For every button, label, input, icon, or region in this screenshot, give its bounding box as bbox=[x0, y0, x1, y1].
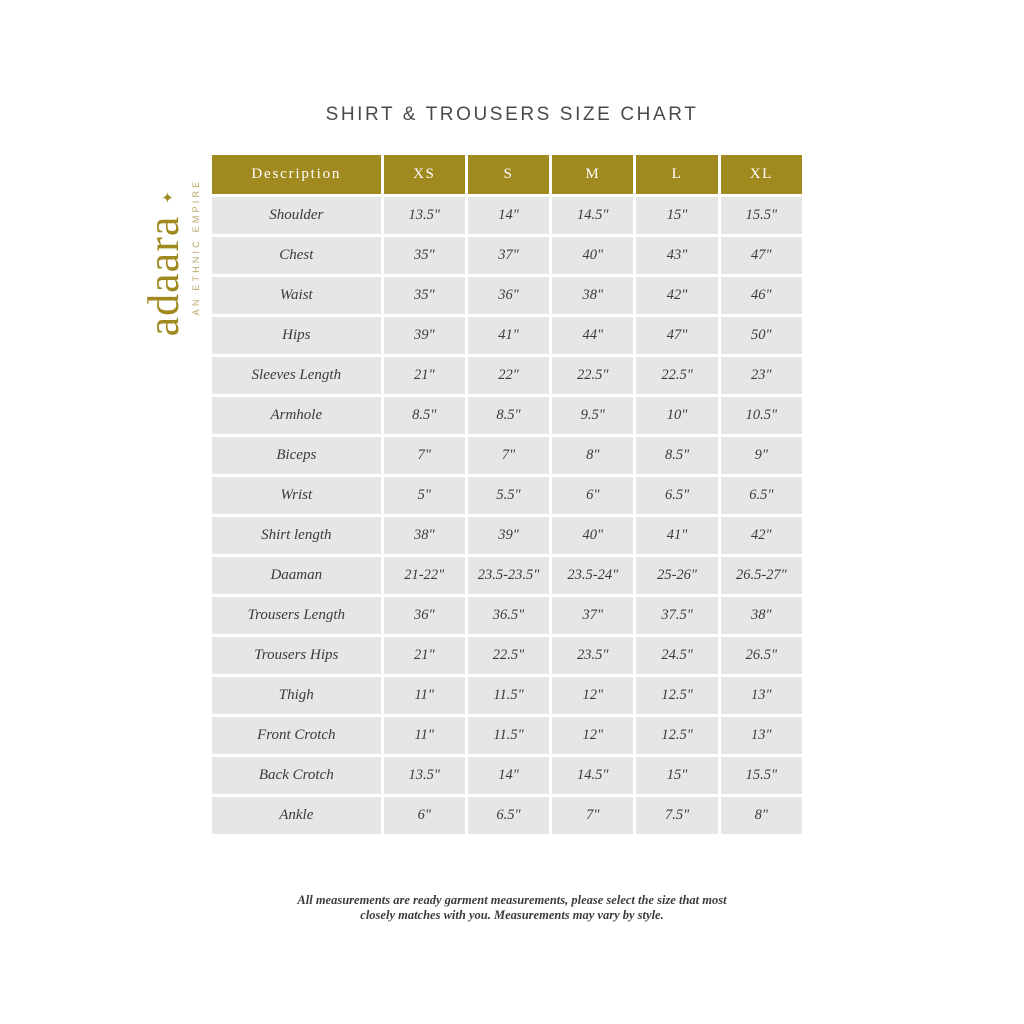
cell-xs: 35" bbox=[384, 277, 465, 314]
cell-xl: 6.5" bbox=[721, 477, 802, 514]
cell-xs: 38" bbox=[384, 517, 465, 554]
cell-s: 41" bbox=[468, 317, 549, 354]
cell-xl: 13" bbox=[721, 717, 802, 754]
cell-l: 12.5" bbox=[636, 677, 717, 714]
cell-xl: 9" bbox=[721, 437, 802, 474]
column-header-xs: XS bbox=[384, 155, 465, 194]
cell-m: 7" bbox=[552, 797, 633, 834]
cell-xs: 13.5" bbox=[384, 197, 465, 234]
row-label: Wrist bbox=[212, 477, 381, 514]
table-row bbox=[212, 357, 802, 394]
cell-m: 40" bbox=[552, 517, 633, 554]
row-label: Shoulder bbox=[212, 197, 381, 234]
cell-xl: 23" bbox=[721, 357, 802, 394]
cell-m: 8" bbox=[552, 437, 633, 474]
column-header-description: Description bbox=[212, 155, 381, 194]
cell-m: 12" bbox=[552, 717, 633, 754]
cell-s: 6.5" bbox=[468, 797, 549, 834]
row-label: Daaman bbox=[212, 557, 381, 594]
cell-xl: 46" bbox=[721, 277, 802, 314]
cell-l: 41" bbox=[636, 517, 717, 554]
size-chart-table bbox=[209, 152, 805, 837]
table-header-row bbox=[212, 155, 802, 194]
cell-m: 40" bbox=[552, 237, 633, 274]
table-row bbox=[212, 757, 802, 794]
cell-l: 15" bbox=[636, 757, 717, 794]
table-row bbox=[212, 517, 802, 554]
cell-xs: 36" bbox=[384, 597, 465, 634]
cell-l: 10" bbox=[636, 397, 717, 434]
row-label: Chest bbox=[212, 237, 381, 274]
table-header bbox=[212, 155, 802, 194]
cell-l: 15" bbox=[636, 197, 717, 234]
row-label: Thigh bbox=[212, 677, 381, 714]
table-row bbox=[212, 437, 802, 474]
cell-xs: 21" bbox=[384, 357, 465, 394]
page-title: SHIRT & TROUSERS SIZE CHART bbox=[325, 104, 699, 125]
cell-s: 11.5" bbox=[468, 717, 549, 754]
footnote bbox=[0, 893, 1024, 923]
table-row bbox=[212, 397, 802, 434]
table-row bbox=[212, 477, 802, 514]
cell-xs: 7" bbox=[384, 437, 465, 474]
table-row bbox=[212, 317, 802, 354]
cell-xs: 13.5" bbox=[384, 757, 465, 794]
size-chart-table-wrapper bbox=[209, 152, 805, 837]
cell-m: 14.5" bbox=[552, 757, 633, 794]
cell-l: 25-26" bbox=[636, 557, 717, 594]
cell-xs: 21-22" bbox=[384, 557, 465, 594]
row-label: Front Crotch bbox=[212, 717, 381, 754]
table-row bbox=[212, 797, 802, 834]
cell-m: 12" bbox=[552, 677, 633, 714]
row-label: Hips bbox=[212, 317, 381, 354]
cell-l: 47" bbox=[636, 317, 717, 354]
table-row bbox=[212, 597, 802, 634]
row-label: Trousers Length bbox=[212, 597, 381, 634]
table-row bbox=[212, 277, 802, 314]
table-row bbox=[212, 197, 802, 234]
row-label: Ankle bbox=[212, 797, 381, 834]
cell-m: 44" bbox=[552, 317, 633, 354]
brand-logo bbox=[118, 176, 204, 376]
table-row bbox=[212, 637, 802, 674]
row-label: Armhole bbox=[212, 397, 381, 434]
cell-s: 5.5" bbox=[468, 477, 549, 514]
cell-s: 36.5" bbox=[468, 597, 549, 634]
cell-xs: 21" bbox=[384, 637, 465, 674]
footnote-line-1: All measurements are ready garment measurements, please select the size that most bbox=[297, 893, 727, 907]
cell-xs: 11" bbox=[384, 677, 465, 714]
cell-s: 23.5-23.5" bbox=[468, 557, 549, 594]
cell-l: 8.5" bbox=[636, 437, 717, 474]
cell-l: 43" bbox=[636, 237, 717, 274]
cell-xl: 50" bbox=[721, 317, 802, 354]
cell-m: 6" bbox=[552, 477, 633, 514]
cell-s: 8.5" bbox=[468, 397, 549, 434]
table-row bbox=[212, 677, 802, 714]
cell-xl: 15.5" bbox=[721, 757, 802, 794]
cell-xl: 47" bbox=[721, 237, 802, 274]
cell-m: 9.5" bbox=[552, 397, 633, 434]
row-label: Sleeves Length bbox=[212, 357, 381, 394]
cell-s: 37" bbox=[468, 237, 549, 274]
cell-xl: 26.5-27" bbox=[721, 557, 802, 594]
cell-xs: 6" bbox=[384, 797, 465, 834]
cell-xs: 8.5" bbox=[384, 397, 465, 434]
table-row bbox=[212, 717, 802, 754]
cell-m: 23.5" bbox=[552, 637, 633, 674]
row-label: Trousers Hips bbox=[212, 637, 381, 674]
row-label: Biceps bbox=[212, 437, 381, 474]
column-header-l: L bbox=[636, 155, 717, 194]
cell-m: 23.5-24" bbox=[552, 557, 633, 594]
table-row bbox=[212, 557, 802, 594]
cell-m: 37" bbox=[552, 597, 633, 634]
column-header-m: M bbox=[552, 155, 633, 194]
cell-s: 22" bbox=[468, 357, 549, 394]
cell-l: 12.5" bbox=[636, 717, 717, 754]
cell-l: 7.5" bbox=[636, 797, 717, 834]
cell-s: 14" bbox=[468, 197, 549, 234]
cell-s: 7" bbox=[468, 437, 549, 474]
row-label: Waist bbox=[212, 277, 381, 314]
cell-s: 36" bbox=[468, 277, 549, 314]
cell-l: 6.5" bbox=[636, 477, 717, 514]
table-row bbox=[212, 237, 802, 274]
cell-m: 22.5" bbox=[552, 357, 633, 394]
cell-l: 22.5" bbox=[636, 357, 717, 394]
cell-l: 24.5" bbox=[636, 637, 717, 674]
cell-xs: 39" bbox=[384, 317, 465, 354]
cell-xs: 11" bbox=[384, 717, 465, 754]
column-header-s: S bbox=[468, 155, 549, 194]
cell-xl: 13" bbox=[721, 677, 802, 714]
brand-name: adaara bbox=[139, 215, 188, 337]
cell-xl: 15.5" bbox=[721, 197, 802, 234]
cell-s: 14" bbox=[468, 757, 549, 794]
table-body bbox=[212, 197, 802, 834]
cell-l: 42" bbox=[636, 277, 717, 314]
footnote-line-2: closely matches with you. Measurements may vary by style. bbox=[360, 908, 664, 922]
cell-xl: 42" bbox=[721, 517, 802, 554]
cell-xs: 5" bbox=[384, 477, 465, 514]
cell-xl: 26.5" bbox=[721, 637, 802, 674]
brand-ornament-icon: ✦ bbox=[160, 191, 177, 204]
cell-s: 39" bbox=[468, 517, 549, 554]
cell-xl: 8" bbox=[721, 797, 802, 834]
cell-l: 37.5" bbox=[636, 597, 717, 634]
brand-tagline: AN ETHNIC EMPIRE bbox=[191, 178, 201, 316]
cell-m: 38" bbox=[552, 277, 633, 314]
cell-s: 11.5" bbox=[468, 677, 549, 714]
cell-xl: 38" bbox=[721, 597, 802, 634]
row-label: Back Crotch bbox=[212, 757, 381, 794]
cell-xl: 10.5" bbox=[721, 397, 802, 434]
cell-m: 14.5" bbox=[552, 197, 633, 234]
cell-xs: 35" bbox=[384, 237, 465, 274]
column-header-xl: XL bbox=[721, 155, 802, 194]
cell-s: 22.5" bbox=[468, 637, 549, 674]
row-label: Shirt length bbox=[212, 517, 381, 554]
